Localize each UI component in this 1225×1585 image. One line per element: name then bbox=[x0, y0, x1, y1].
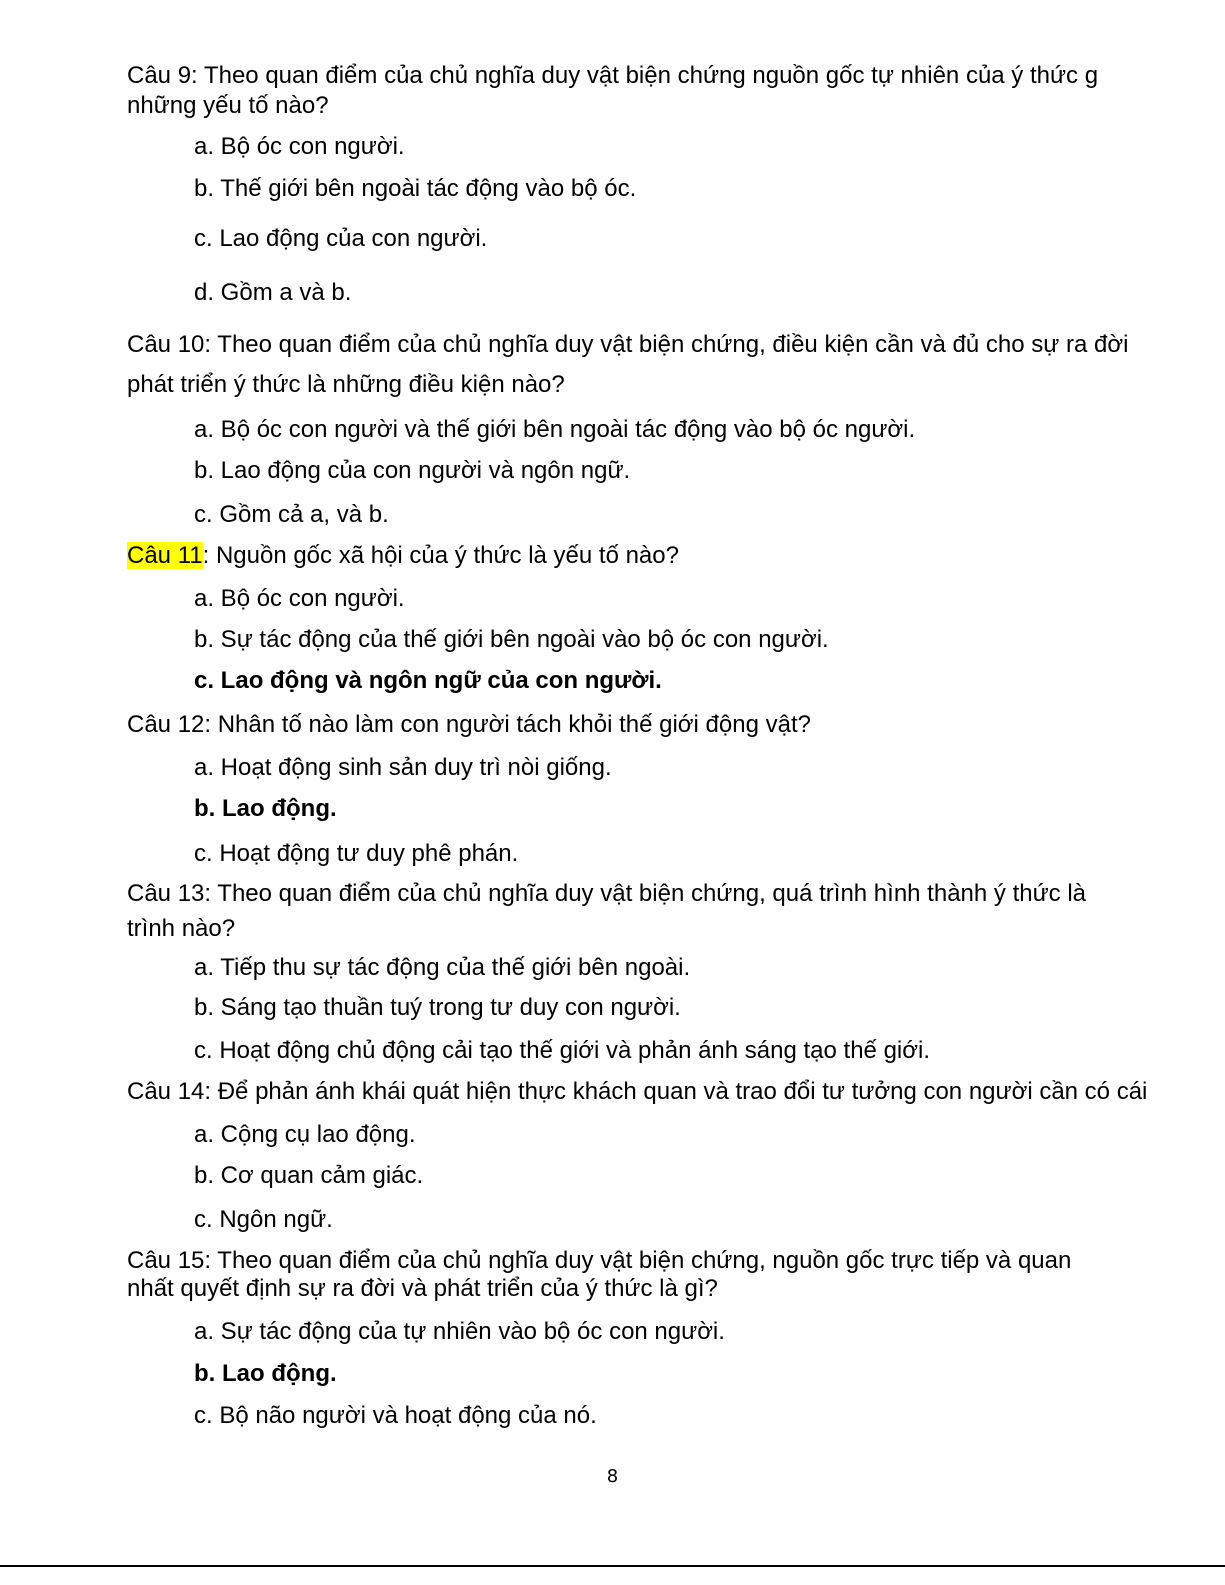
question-14-option-c: c. Ngôn ngữ. bbox=[194, 1206, 333, 1233]
question-11-option-b: b. Sự tác động của thế giới bên ngoài vào bộ óc con người. bbox=[194, 626, 829, 653]
question-10-line-2: phát triển ý thức là những điều kiện nào? bbox=[127, 371, 565, 398]
question-14-option-b: b. Cơ quan cảm giác. bbox=[194, 1162, 424, 1189]
page-number: 8 bbox=[606, 1466, 619, 1487]
question-10-line-1: Câu 10: Theo quan điểm của chủ nghĩa duy vật biện chứng, điều kiện cần và đủ cho sự ra đời bbox=[127, 331, 1129, 358]
question-10-option-a: a. Bộ óc con người và thế giới bên ngoài tác động vào bộ óc người. bbox=[194, 416, 916, 443]
question-15-line-2: nhất quyết định sự ra đời và phát triển của ý thức là gì? bbox=[127, 1275, 718, 1302]
question-13-option-b: b. Sáng tạo thuần tuý trong tư duy con người. bbox=[194, 994, 681, 1021]
question-13-line-2: trình nào? bbox=[127, 915, 236, 942]
question-15-option-c: c. Bộ não người và hoạt động của nó. bbox=[194, 1402, 597, 1429]
question-11-line-1 bbox=[127, 541, 1187, 571]
question-11-option-a: a. Bộ óc con người. bbox=[194, 585, 405, 612]
question-11-text: : Nguồn gốc xã hội của ý thức là yếu tố nào? bbox=[202, 542, 679, 569]
bottom-rule bbox=[0, 1565, 1225, 1567]
question-9-line-1: Câu 9: Theo quan điểm của chủ nghĩa duy vật biện chứng nguồn gốc tự nhiên của ý thức g bbox=[127, 62, 1099, 89]
question-9-option-a: a. Bộ óc con người. bbox=[194, 133, 405, 160]
question-12-line-1: Câu 12: Nhân tố nào làm con người tách khỏi thế giới động vật? bbox=[127, 711, 811, 738]
question-10-option-c: c. Gồm cả a, và b. bbox=[194, 501, 389, 528]
question-9-option-c: c. Lao động của con người. bbox=[194, 225, 488, 252]
question-13-line-1: Câu 13: Theo quan điểm của chủ nghĩa duy vật biện chứng, quá trình hình thành ý thức là bbox=[127, 880, 1087, 907]
question-10-option-b: b. Lao động của con người và ngôn ngữ. bbox=[194, 457, 631, 484]
question-13-option-a: a. Tiếp thu sự tác động của thế giới bên ngoài. bbox=[194, 954, 691, 981]
question-15-option-b-answer: b. Lao động. bbox=[194, 1360, 337, 1387]
question-9-line-2: những yếu tố nào? bbox=[127, 92, 329, 119]
question-9-option-b: b. Thế giới bên ngoài tác động vào bộ óc. bbox=[194, 175, 637, 202]
question-15-line-1: Câu 15: Theo quan điểm của chủ nghĩa duy vật biện chứng, nguồn gốc trực tiếp và quan bbox=[127, 1247, 1072, 1274]
question-14-option-a: a. Cộng cụ lao động. bbox=[194, 1121, 416, 1148]
question-14-line-1: Câu 14: Để phản ánh khái quát hiện thực khách quan và trao đổi tư tưởng con người cần có cái bbox=[127, 1078, 1148, 1105]
question-12-option-c: c. Hoạt động tư duy phê phán. bbox=[194, 840, 519, 867]
question-11-label-highlighted: Câu 11 bbox=[127, 542, 203, 569]
question-13-option-c: c. Hoạt động chủ động cải tạo thế giới và phản ánh sáng tạo thế giới. bbox=[194, 1037, 930, 1064]
question-15-option-a: a. Sự tác động của tự nhiên vào bộ óc con người. bbox=[194, 1318, 725, 1345]
question-12-option-a: a. Hoạt động sinh sản duy trì nòi giống. bbox=[194, 754, 612, 781]
question-11-option-c-answer: c. Lao động và ngôn ngữ của con người. bbox=[194, 667, 662, 694]
question-9-option-d: d. Gồm a và b. bbox=[194, 279, 352, 306]
question-12-option-b-answer: b. Lao động. bbox=[194, 795, 337, 822]
